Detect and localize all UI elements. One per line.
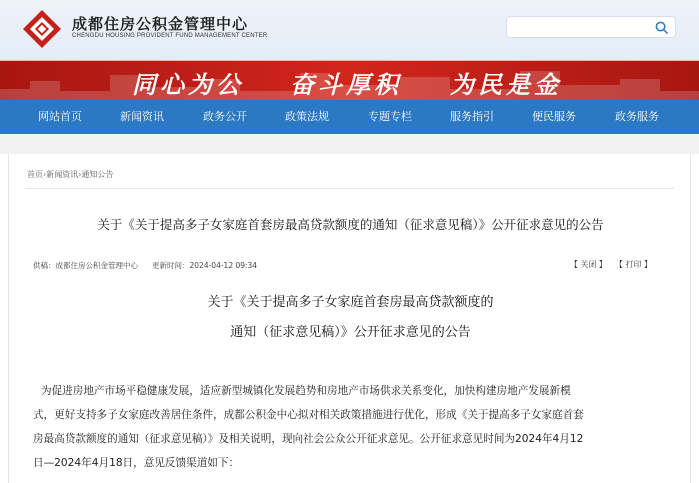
search-icon[interactable]	[654, 20, 669, 35]
nav-item-service-guide[interactable]: 服务指引	[450, 110, 494, 123]
nav-item-news[interactable]: 新闻资讯	[120, 110, 164, 123]
slogan-text-1: 同心为公	[132, 70, 244, 99]
page-background	[0, 134, 699, 154]
search-input[interactable]	[506, 16, 676, 38]
slogan-text-3: 为民是金	[450, 70, 562, 99]
breadcrumb-separator: ›	[78, 170, 82, 179]
site-header	[0, 0, 699, 60]
divider	[25, 188, 674, 189]
article-updated: 更新时间：2024-04-12 09:34	[152, 261, 258, 270]
slogan-text-2: 奋斗厚积	[290, 70, 402, 99]
slogan-banner	[0, 60, 699, 100]
nav-item-public-affairs[interactable]: 政务公开	[203, 110, 247, 123]
org-name-en: CHENGDU HOUSING PROVIDENT FUND MANAGEMENT CENTER	[72, 33, 268, 39]
paragraph-line: 为促进房地产市场平稳健康发展，适应新型城镇化发展趋势和房地产市场供求关系变化，加快构建房地产发展新模	[41, 385, 571, 397]
breadcrumb-news[interactable]: 新闻资讯	[46, 170, 79, 179]
paragraph-line: 房最高贷款额度的通知（征求意见稿）》及相关说明，现向社会公众公开征求意见。公开征求意见时间为2024年4月12	[33, 433, 584, 445]
article-subtitle-line1: 关于《关于提高多子女家庭首套房最高贷款额度的	[207, 295, 494, 310]
article-meta	[33, 260, 257, 271]
main-nav	[0, 100, 699, 134]
nav-item-convenience[interactable]: 便民服务	[532, 110, 576, 123]
article-actions	[570, 259, 652, 270]
nav-item-special-topics[interactable]: 专题专栏	[368, 110, 412, 123]
close-button[interactable]: 【 关闭 】	[569, 260, 607, 269]
breadcrumb-home[interactable]: 首页	[27, 170, 43, 179]
article-source: 供稿：成都住房公积金管理中心	[33, 261, 138, 270]
article-title: 关于《关于提高多子女家庭首套房最高贷款额度的通知（征求意见稿）》公开征求意见的公告	[97, 217, 604, 232]
article-subtitle-line2: 通知（征求意见稿）》公开征求意见的公告	[230, 325, 471, 340]
org-name-cn: 成都住房公积金管理中心	[72, 15, 249, 33]
print-button[interactable]: 【 打印 】	[614, 260, 652, 269]
breadcrumb-separator: ›	[43, 170, 47, 179]
nav-item-home[interactable]: 网站首页	[38, 110, 82, 123]
logo-icon[interactable]	[22, 9, 62, 49]
paragraph-line: 日—2024年4月18日，意见反馈渠道如下：	[33, 457, 240, 469]
article-container	[8, 154, 691, 483]
nav-item-policies[interactable]: 政策法规	[285, 110, 329, 123]
nav-item-government-services[interactable]: 政务服务	[615, 110, 659, 123]
paragraph-line: 式，更好支持多子女家庭改善居住条件，成都公积金中心拟对相关政策措施进行优化，形成《关于提高多子女家庭首套	[33, 409, 584, 421]
breadcrumb-notices[interactable]: 通知公告	[81, 170, 114, 179]
breadcrumb	[27, 169, 113, 180]
